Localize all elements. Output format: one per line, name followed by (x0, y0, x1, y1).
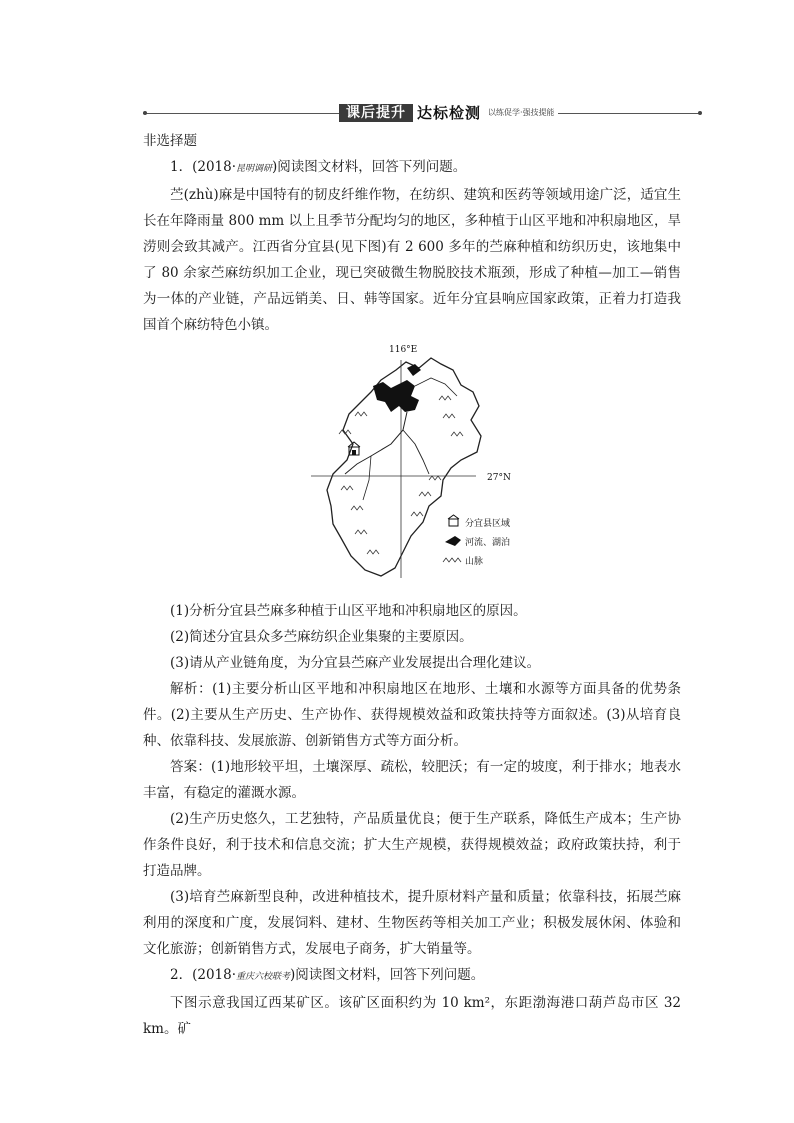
legend-river-icon (445, 536, 461, 546)
legend-mountain-icon (443, 558, 461, 562)
lake-shape-small (407, 364, 421, 376)
river-branch (403, 430, 429, 474)
q2-prefix: 2．(2018· (170, 967, 237, 983)
fenyi-map-figure (143, 340, 681, 594)
q1-source: 昆明调研 (236, 164, 273, 174)
q1-analysis: 解析：(1)主要分析山区平地和冲积扇地区在地形、土壤和水源等方面具备的优势条件。(2)主要从生产历史、生产协作、获得规模效益和政策扶持等方面叙述。(3)从培育良种、依靠科技、发展旅游、创新销售方式等方面分析。 (143, 681, 681, 749)
header-dot-right (698, 111, 702, 115)
longitude-label: 116°E (389, 345, 418, 355)
header-banner (339, 104, 558, 122)
q1-prefix: 1．(2018· (170, 159, 237, 175)
q1-sub1: (1)分析分宜县苎麻多种植于山区平地和冲积扇地区的原因。 (170, 603, 527, 619)
q2-source: 重庆六校联考 (236, 972, 291, 982)
legend-river: 河流、湖泊 (465, 538, 511, 548)
q1-sub2: (2)简述分宜县众多苎麻纺织企业集聚的主要原因。 (170, 629, 473, 645)
header-title: 达标检测 (413, 104, 485, 122)
q1-sub3: (3)请从产业链角度，为分宜县苎麻产业发展提出合理化建议。 (170, 655, 541, 671)
q2-material: 下图示意我国辽西某矿区。该矿区面积约为 10 km²，东距渤海港口葫芦岛市区 32 km。矿 (143, 995, 681, 1037)
q2-suffix: )阅读图文材料，回答下列问题。 (290, 967, 485, 983)
lake-shape (373, 380, 419, 412)
river-south (363, 456, 371, 500)
fenyi-map (311, 340, 531, 594)
header-dot-left (143, 111, 147, 115)
q1-answer1: 答案：(1)地形较平坦，土壤深厚、疏松，较肥沃；有一定的坡度，利于排水；地表水丰富，有稳定的灌溉水源。 (143, 759, 681, 801)
q1-suffix: )阅读图文材料，回答下列问题。 (272, 159, 467, 175)
legend-county-icon (448, 515, 459, 526)
section-title: 非选择题 (143, 133, 197, 149)
header-tag: 课后提升 (339, 104, 413, 122)
header-subtitle: 以练促学·强技提能 (485, 104, 558, 122)
q1-material: 苎(zhù)麻是中国特有的韧皮纤维作物，在纺织、建筑和医药等领域用途广泛，适宜生长在年降雨量 800 mm 以上且季节分配均匀的地区，多种植于山区平地和冲积扇地区，旱涝则会致其减产。江西省分宜县(见下图)有 2 600 多年的苎麻种植和纺织历史，该地集中了 80 余家苎麻纺织加工企业，现已突破微生物脱胶技术瓶颈，形成了种植—加工—销售为一体的产业链，产品远销美、日、韩等国家。近年分宜县响应国家政策，正着力打造我国首个麻纺特色小镇。 (143, 187, 681, 333)
q2-stem (143, 962, 681, 990)
latitude-label: 27°N (487, 473, 511, 483)
map-legend (443, 515, 510, 567)
legend-mountain: 山脉 (465, 557, 484, 567)
river-main (345, 412, 407, 474)
q1-stem (143, 154, 681, 182)
section-header (143, 104, 703, 122)
page-content (143, 128, 681, 1042)
q1-answer2: (2)生产历史悠久，工艺独特，产品质量优良；便于生产联系，降低生产成本；生产协作条件良好，利于技术和信息交流；扩大生产规模，获得规模效益；政府政策扶持，利于打造品牌。 (143, 811, 681, 879)
legend-county: 分宜县区域 (465, 519, 511, 529)
river-east (415, 378, 457, 396)
q1-answer3: (3)培育苎麻新型良种，改进种植技术，提升原材料产量和质量；依靠科技，拓展苎麻利用的深度和广度，发展饲料、建材、生物医药等相关加工产业；积极发展休闲、体验和文化旅游；创新销售方式，发展电子商务，扩大销量等。 (143, 889, 681, 957)
